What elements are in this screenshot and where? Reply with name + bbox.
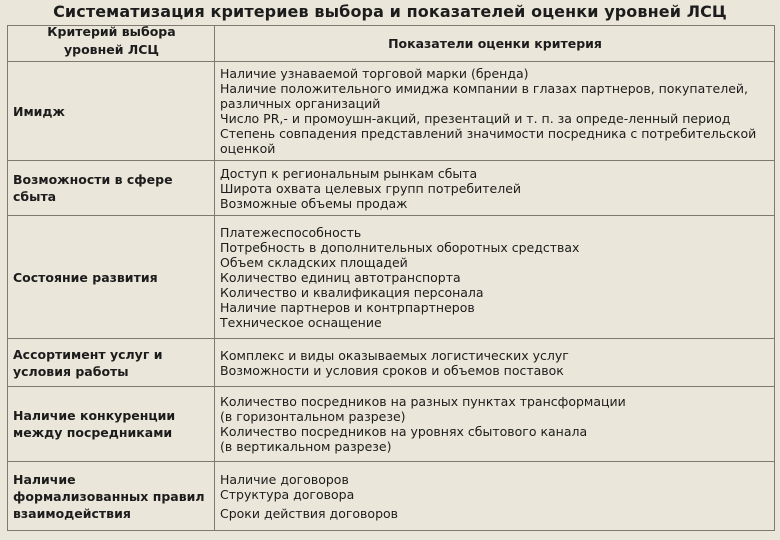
indicator-item: (в вертикальном разрезе)	[220, 439, 392, 454]
header-criterion	[8, 23, 215, 62]
indicator-item: Наличие узнаваемой торговой марки (бренда)	[220, 66, 529, 81]
table-row	[8, 161, 775, 216]
indicators-cell	[215, 339, 775, 387]
header-criterion-line2: уровней ЛСЦ	[64, 41, 159, 57]
indicator-item: Количество посредников на уровнях сбытового канала	[220, 424, 588, 439]
table-row	[8, 216, 775, 339]
header-indicators: Показатели оценки критерия	[215, 26, 775, 62]
page-title: Систематизация критериев выбора и показателей оценки уровней ЛСЦ	[53, 2, 727, 21]
indicators-cell	[215, 462, 775, 531]
indicator-item: Объем складских площадей	[220, 254, 408, 270]
criterion-cell: Имидж	[8, 62, 215, 161]
criterion-cell: Ассортимент услуг и условия работы	[8, 339, 215, 387]
indicator-item: Платежеспособность	[220, 224, 362, 240]
header-criterion-line1: Критерий выбора	[47, 23, 176, 39]
table-row	[8, 462, 775, 531]
indicator-item: Наличие партнеров и контрпартнеров	[220, 299, 475, 315]
indicator-item: Возможности и условия сроков и объемов поставок	[220, 362, 564, 378]
criterion-cell: Наличие формализованных правил взаимодействия	[8, 462, 215, 531]
indicator-item: Доступ к региональным рынкам сбыта	[220, 165, 478, 181]
table-header-row	[8, 26, 775, 62]
indicator-item: Потребность в дополнительных оборотных средствах	[220, 239, 580, 255]
indicator-item: Комплекс и виды оказываемых логистических услуг	[220, 347, 569, 363]
indicators-cell	[215, 387, 775, 462]
criterion-cell: Наличие конкуренции между посредниками	[8, 387, 215, 462]
indicator-item: Количество посредников на разных пунктах трансформации	[220, 394, 626, 409]
indicator-item: (в горизонтальном разрезе)	[220, 409, 406, 424]
indicators-cell	[215, 216, 775, 339]
indicator-item: Количество и квалификация персонала	[220, 284, 484, 300]
indicator-item: Степень совпадения представлений значимости посредника с потребительской оценкой	[220, 126, 757, 156]
indicator-item: Наличие положительного имиджа компании в глазах партнеров, покупателей, различных организаций	[220, 81, 748, 111]
indicators-cell	[215, 62, 775, 161]
indicator-item: Возможные объемы продаж	[220, 195, 408, 211]
indicator-item: Наличие договоров	[220, 471, 349, 487]
indicator-item: Широта охвата целевых групп потребителей	[220, 180, 522, 196]
indicator-item: Структура договора	[220, 486, 355, 502]
indicator-item: Количество единиц автотранспорта	[220, 269, 461, 285]
table-row	[8, 339, 775, 387]
indicator-item: Число PR,- и промоушн-акций, презентаций и т. п. за опреде-ленный период	[220, 111, 731, 126]
indicator-item: Сроки действия договоров	[220, 505, 399, 521]
criterion-cell: Возможности в сфере сбыта	[8, 161, 215, 216]
table-row	[8, 62, 775, 161]
criterion-cell: Состояние развития	[8, 216, 215, 339]
indicators-cell	[215, 161, 775, 216]
table-row	[8, 387, 775, 462]
indicator-item: Техническое оснащение	[220, 314, 382, 330]
criteria-table	[7, 25, 775, 531]
